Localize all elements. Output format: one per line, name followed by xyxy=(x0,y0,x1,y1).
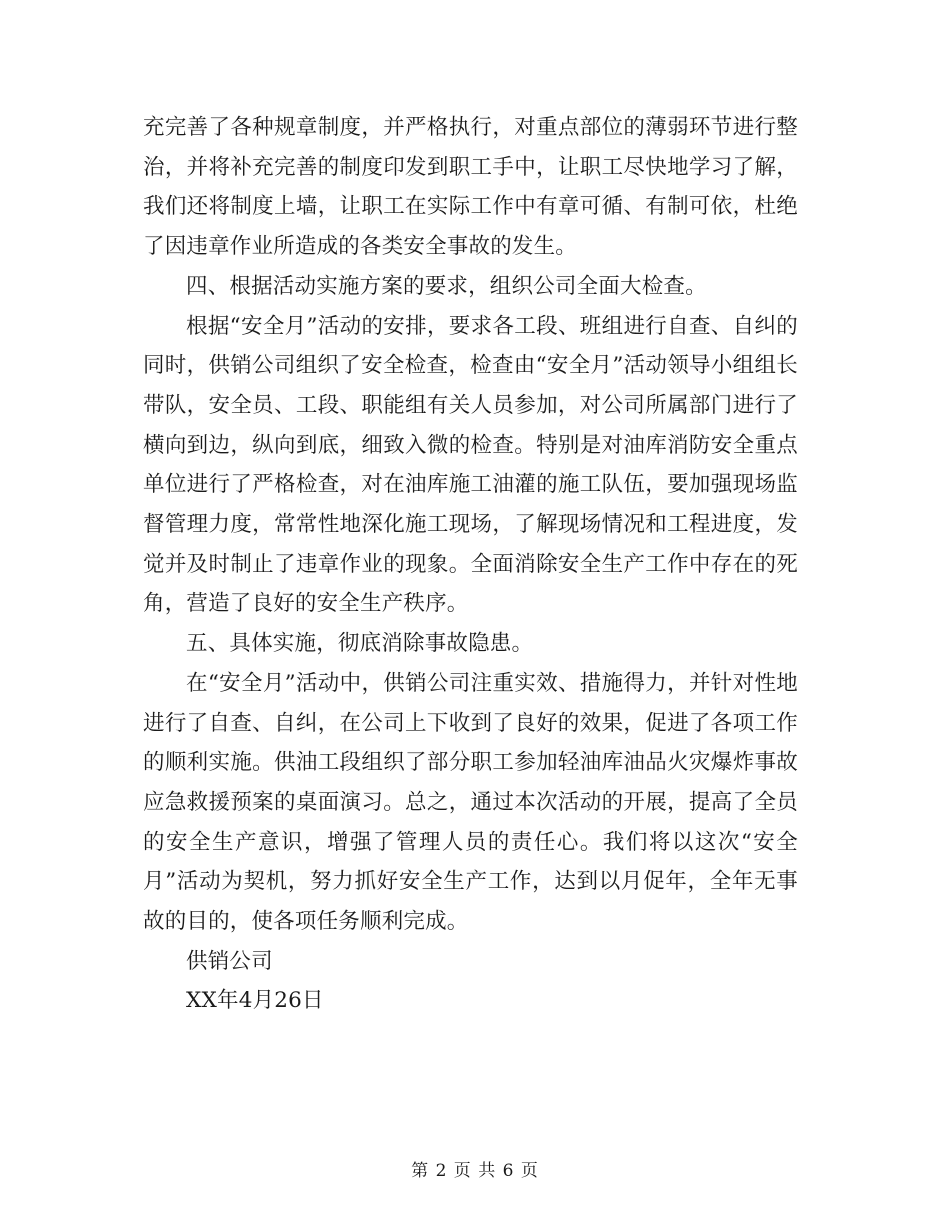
document-body xyxy=(143,108,798,1021)
paragraph-continuation: 充完善了各种规章制度，并严格执行，对重点部位的薄弱环节进行整治，并将补充完善的制度印发到职工手中，让职工尽快地学习了解，我们还将制度上墙，让职工在实际工作中有章可循、有制可依，杜绝了因违章作业所造成的各类安全事故的发生。 xyxy=(143,115,798,260)
page-number-footer: 第 2 页 共 6 页 xyxy=(411,1161,539,1181)
signature-date: XX年4月26日 xyxy=(186,988,324,1014)
paragraph-inspection: 根据“安全月”活动的安排，要求各工段、班组进行自查、自纠的同时，供销公司组织了安全检查，检查由“安全月”活动领导小组组长带队，安全员、工段、职能组有关人员参加，对公司所属部门进行了横向到边，纵向到底，细致入微的检查。特别是对油库消防安全重点单位进行了严格检查，对在油库施工油灌的施工队伍，要加强现场监督管理力度，常常性地深化施工现场，了解现场情况和工程进度，发觉并及时制止了违章作业的现象。全面消除安全生产工作中存在的死角，营造了良好的安全生产秩序。 xyxy=(143,313,798,617)
signature-organization: 供销公司 xyxy=(186,948,273,974)
paragraph-implementation: 在“安全月”活动中，供销公司注重实效、措施得力，并针对性地进行了自查、自纠，在公司上下收到了良好的效果，促进了各项工作的顺利实施。供油工段组织了部分职工参加轻油库油品火灾爆炸事故应急救援预案的桌面演习。总之，通过本次活动的开展，提高了全员的安全生产意识，增强了管理人员的责任心。我们将以这次“安全月”活动为契机，努力抓好安全生产工作，达到以月促年，全年无事故的目的，使各项任务顺利完成。 xyxy=(143,670,798,935)
section-heading-four: 四、根据活动实施方案的要求，组织公司全面大检查。 xyxy=(186,273,707,299)
section-heading-five: 五、具体实施，彻底消除事故隐患。 xyxy=(186,631,534,657)
